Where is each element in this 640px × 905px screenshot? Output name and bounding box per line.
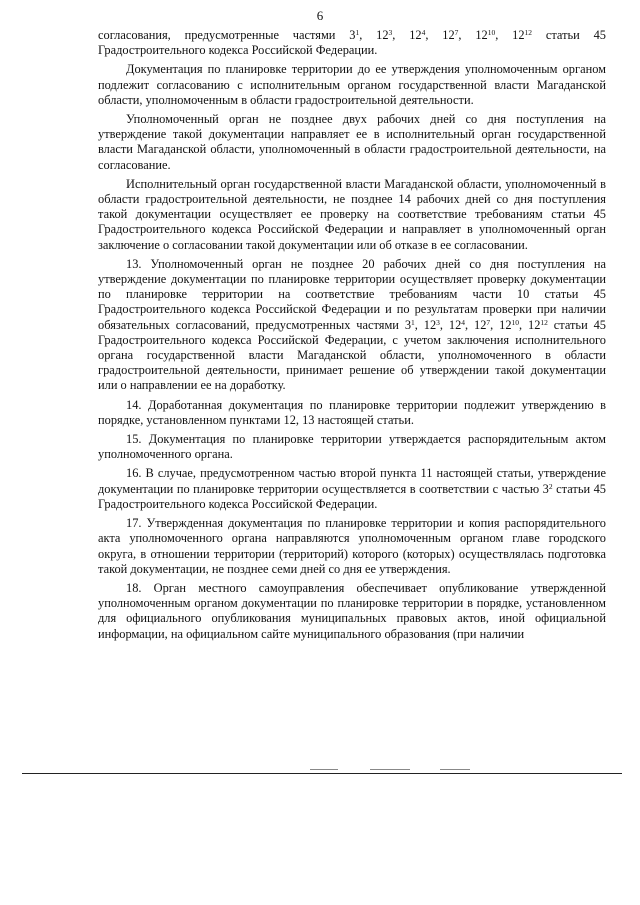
paragraph <box>98 62 606 108</box>
text-run: Исполнительный орган государственной власти Магаданской области, уполномоченный в области градостроительной деятельности, не позднее 14 рабочих дней со дня поступления такой документации осуществляет ее проверку на соответствие требованиям статьи 45 Градостроительного кодекса Российской Федерации и направляет в уполномоченный орган заключение о согласовании такой документации или об отказе в ее согласовании. <box>98 176 606 252</box>
paragraph <box>98 398 606 428</box>
superscript: 1 <box>355 28 360 37</box>
text-run: , 12 <box>519 317 541 332</box>
text-run: , 12 <box>439 317 462 332</box>
paragraph <box>98 28 606 58</box>
paragraph <box>98 432 606 462</box>
superscript: 1 <box>411 317 415 327</box>
text-run: , 12 <box>465 317 487 332</box>
text-run: 13. Уполномоченный орган не позднее 20 рабочих дней со дня поступления на утверждение документации по планировке территории осуществляет проверку документации по планировке территории на соответствие требованиям части 10 статьи 45 Градостроительного кодекса Российской Федерации и по результатам проверки при наличии обязательных согласований, предусмотренных частями 3 <box>98 256 606 332</box>
text-run: статьи 45 Градостроительного кодекса Российской Федерации. <box>98 28 606 58</box>
paragraph <box>98 257 606 394</box>
text-run: 17. Утвержденная документация по планировке территории и копия распорядительного акта уполномоченного органа направляются уполномоченным органом главе городского округа, в отношении территории (территорий) которого (которых) осуществлялась подготовка такой документации, не позднее семи дней со дня ее утверждения. <box>98 516 606 576</box>
page-number: 6 <box>316 8 324 23</box>
text-run: статьи 45 Градостроительного кодекса Российской Федерации. <box>98 481 607 511</box>
superscript: 7 <box>486 317 491 327</box>
text-run: , 12 <box>414 317 437 332</box>
superscript: 7 <box>454 28 459 37</box>
superscript: 12 <box>524 28 533 37</box>
text-run: Уполномоченный орган не позднее двух рабочих дней со дня поступления на утверждение такой документации направляет ее в исполнительный орган государственной власти Магаданской области, уполномоченный в области градостроительной деятельности, на согласование. <box>98 112 606 172</box>
footer-divider <box>22 773 622 774</box>
paragraph <box>98 112 606 173</box>
text-run: , 12 <box>458 28 488 42</box>
superscript: 10 <box>511 317 520 327</box>
footer-mark <box>440 769 470 770</box>
text-run: 14. Доработанная документация по планировке территории подлежит утверждению в порядке, установленном пунктами 12, 13 настоящей статьи. <box>98 397 606 427</box>
text-run: , 12 <box>392 28 422 42</box>
superscript: 10 <box>487 28 496 37</box>
superscript: 3 <box>436 317 440 327</box>
text-run: Документация по планировке территории до ее утверждения уполномоченным органом подлежит согласованию с исполнительным органом государственной власти Магаданской области, уполномоченным в области градостроительной деятельности. <box>98 62 606 107</box>
paragraph <box>98 516 606 577</box>
text-run: 16. В случае, предусмотренном частью второй пункта 11 настоящей статьи, утверждение документации по планировке территории осуществляется в соответствии с частью 3 <box>98 466 606 496</box>
superscript: 12 <box>540 317 548 327</box>
footer-mark <box>310 769 338 770</box>
text-run: , 12 <box>490 317 512 332</box>
paragraph <box>98 581 606 642</box>
paragraph <box>98 466 606 512</box>
text-run: 15. Документация по планировке территории утверждается распорядительным актом уполномоченного органа. <box>98 432 606 462</box>
paragraph <box>98 177 606 253</box>
superscript: 4 <box>461 317 466 327</box>
superscript: 4 <box>421 28 426 37</box>
text-run: , 12 <box>425 28 455 42</box>
text-run: статьи 45 Градостроительного кодекса Российской Федерации, с учетом заключения исполнительного органа государственной власти Магаданской области, уполномоченного в области градостроительной деятельности, принимает решение об утверждении такой документации или о направлении ее на доработку. <box>98 317 606 393</box>
footer-mark <box>370 769 410 770</box>
text-run: 18. Орган местного самоуправления обеспечивает опубликование утвержденной уполномоченным органом документации по планировке территории в порядке, установленном для официального опубликования муниципальных правовых актов, иной официальной информации, на официальном сайте муниципального образования (при наличии <box>98 580 606 641</box>
text-run: , 12 <box>359 28 389 42</box>
text-run: согласования, предусмотренные частями 3 <box>98 28 356 42</box>
document-body <box>98 28 606 646</box>
text-run: , 12 <box>495 28 525 42</box>
superscript: 2 <box>548 481 553 491</box>
superscript: 3 <box>388 28 393 37</box>
